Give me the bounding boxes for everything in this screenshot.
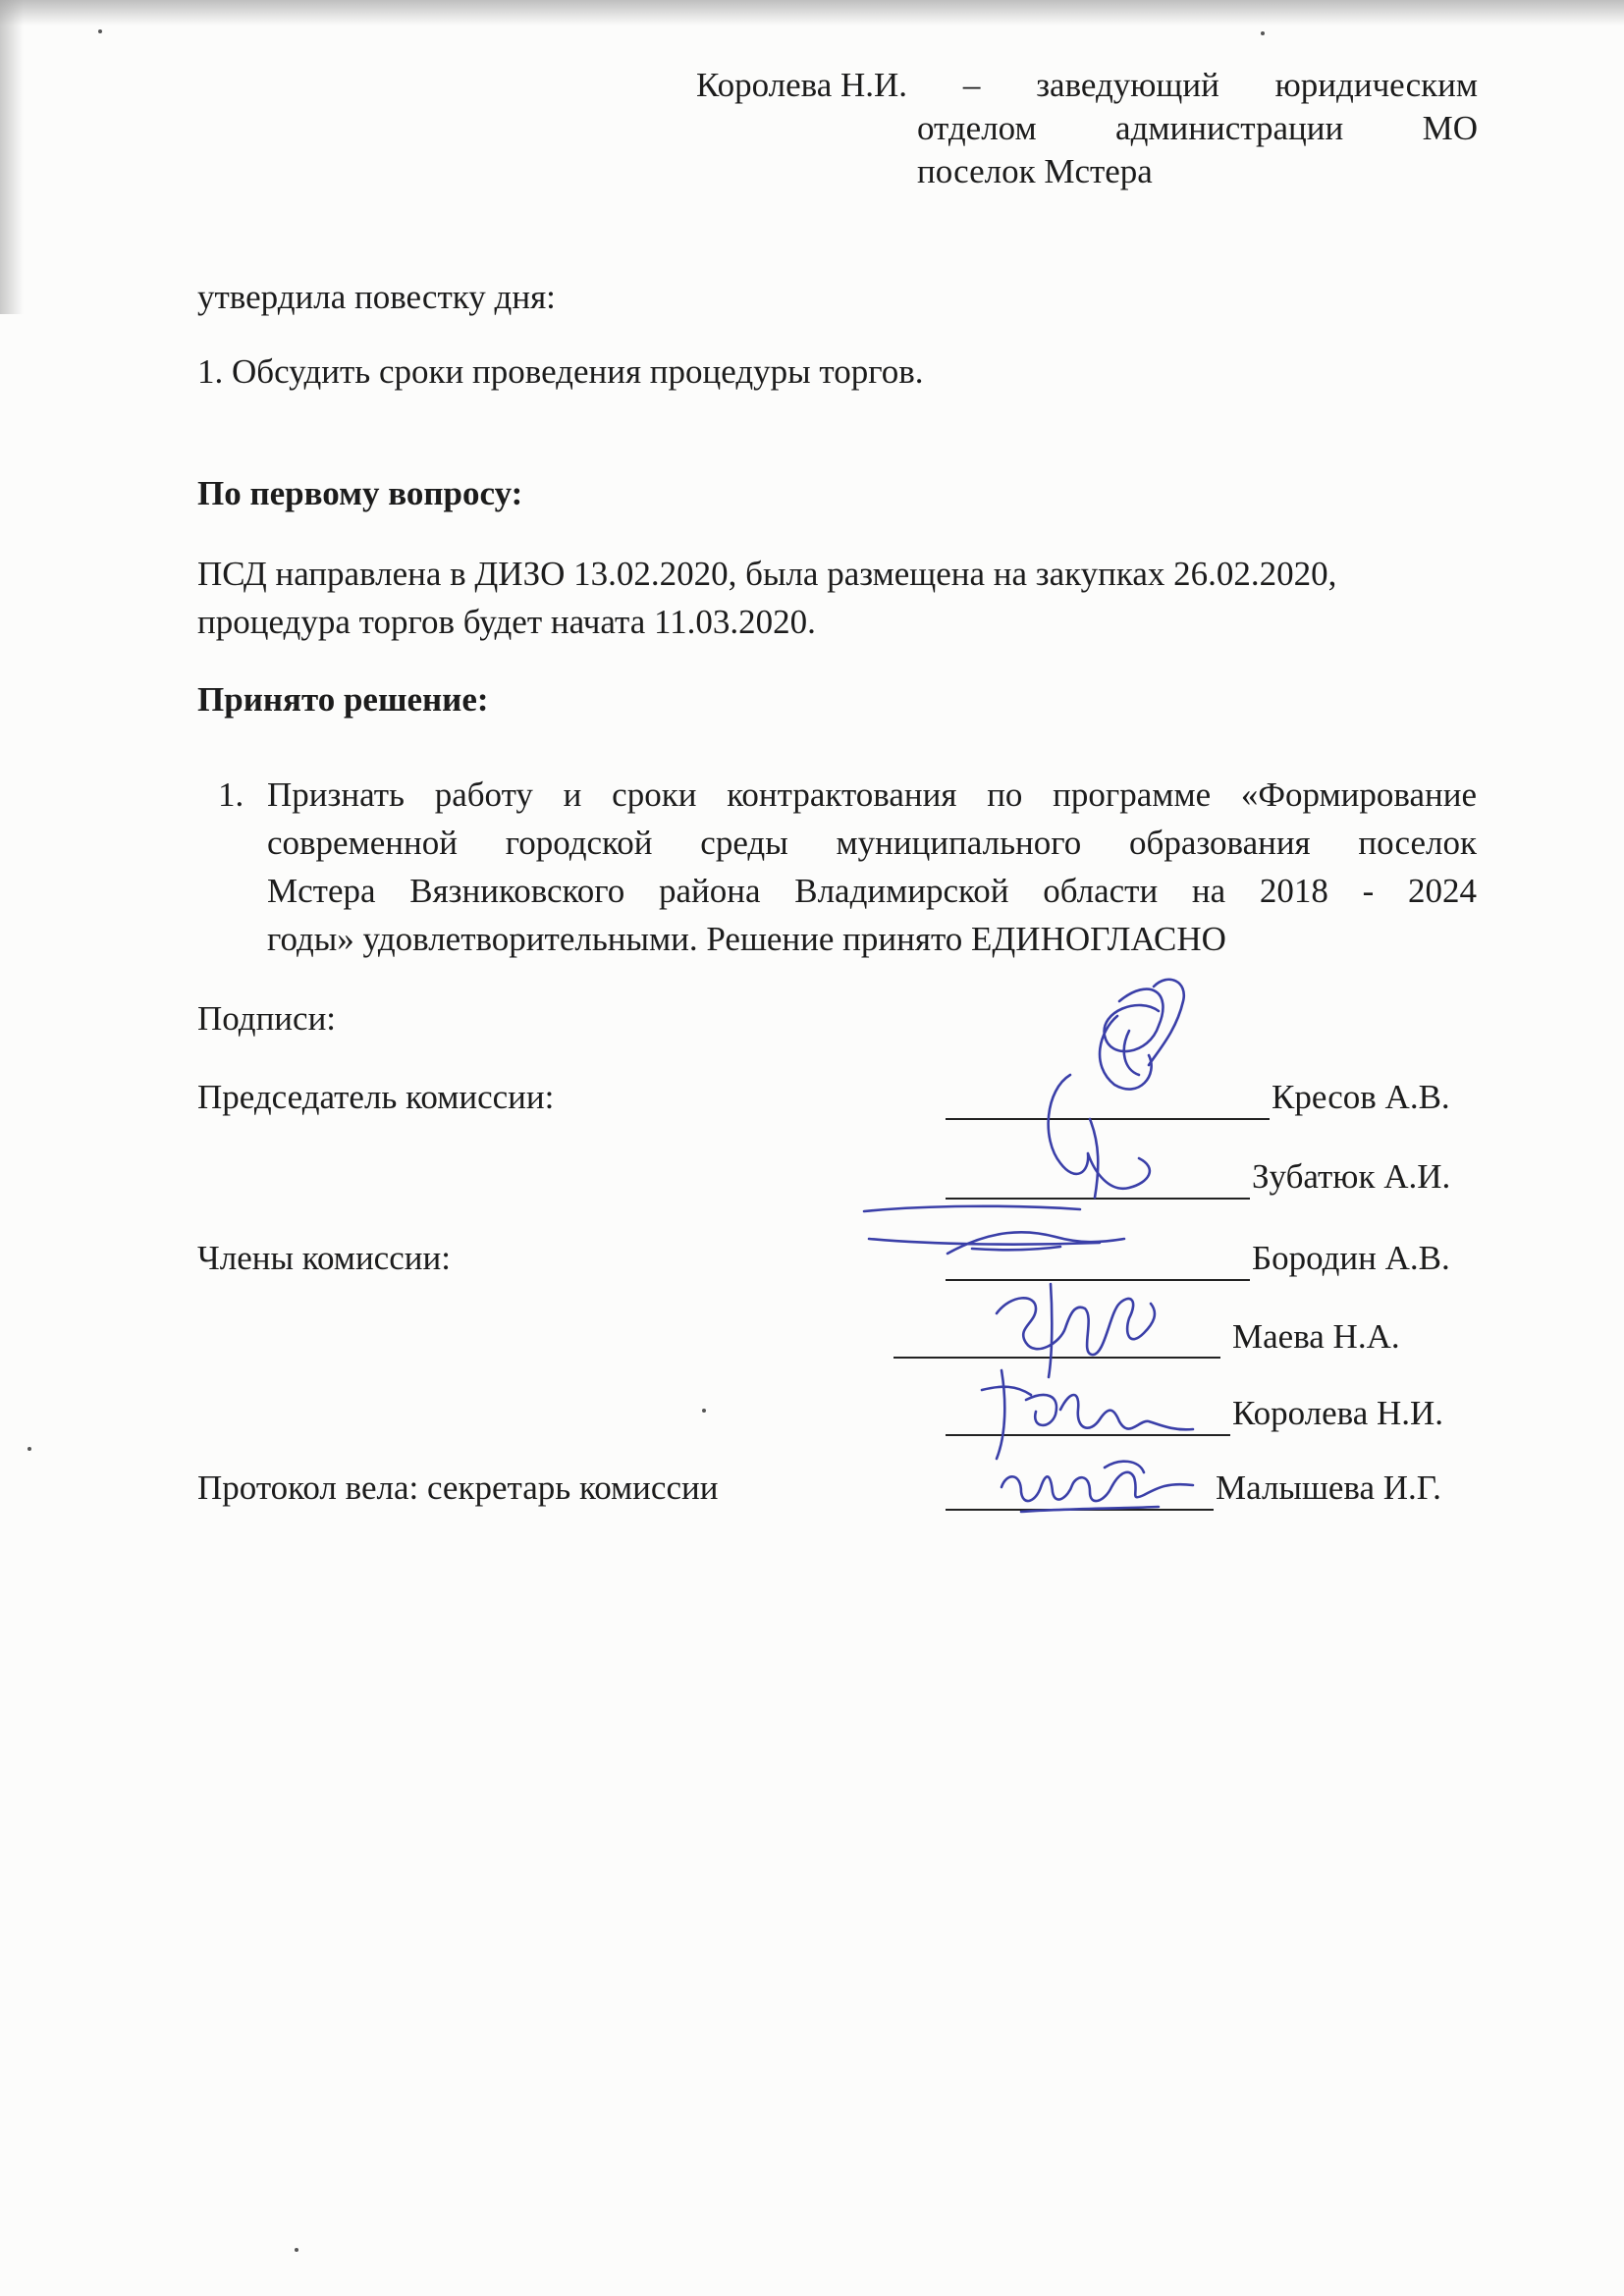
header-word: МО — [1422, 109, 1478, 147]
header-word: отделом — [917, 109, 1037, 147]
signatory-name: Кресов А.В. — [1272, 1078, 1450, 1116]
header-line-1 — [696, 64, 1478, 107]
agenda-intro: утвердила повестку дня: — [197, 278, 556, 316]
first-question-text-2: процедура торгов будет начата 11.03.2020. — [197, 603, 816, 641]
agenda-item: 1. Обсудить сроки проведения процедуры торгов. — [197, 352, 924, 391]
signatory-name: Маева Н.А. — [1232, 1317, 1400, 1356]
header-word: юридическим — [1274, 66, 1478, 104]
scan-speck — [295, 2248, 298, 2252]
scan-shadow — [0, 0, 1624, 26]
decision-line-1: Признать работу и сроки контрактования по программе «Формирование — [267, 775, 1477, 814]
header-word: заведующий — [1036, 66, 1219, 104]
header-line-2 — [917, 107, 1478, 150]
signatory-name: Малышева И.Г. — [1216, 1468, 1441, 1507]
signature-chair — [1001, 972, 1227, 1207]
scan-speck — [27, 1447, 31, 1451]
signature-borodin — [854, 1200, 1149, 1268]
header-block — [696, 64, 1478, 193]
scan-speck — [98, 29, 102, 33]
scan-speck — [1261, 31, 1265, 35]
signatory-name: Бородин А.В. — [1252, 1239, 1450, 1277]
members-label: Члены комиссии: — [197, 1239, 451, 1277]
signature-malysheva — [982, 1438, 1208, 1531]
signatory-name: Королева Н.И. — [1232, 1394, 1444, 1432]
decision-heading: Принято решение: — [197, 680, 489, 719]
header-dash: – — [962, 66, 981, 104]
header-word: администрации — [1115, 109, 1344, 147]
signatures-label: Подписи: — [197, 999, 337, 1038]
first-question-heading: По первому вопросу: — [197, 474, 523, 512]
header-line-3: поселок Мстера — [917, 152, 1153, 190]
decision-line-3: Мстера Вязниковского района Владимирской области на 2018 - 2024 — [267, 872, 1477, 910]
header-name: Королева Н.И. — [696, 66, 908, 104]
scan-edge — [0, 0, 24, 314]
secretary-label: Протокол вела: секретарь комиссии — [197, 1468, 719, 1507]
first-question-text-1: ПСД направлена в ДИЗО 13.02.2020, была размещена на закупках 26.02.2020, — [197, 555, 1337, 593]
scan-speck — [702, 1409, 706, 1413]
decision-line-4: годы» удовлетворительными. Решение принято ЕДИНОГЛАСНО — [267, 920, 1226, 958]
decision-number: 1. — [218, 775, 244, 814]
chair-label: Председатель комиссии: — [197, 1078, 555, 1116]
decision-line-2: современной городской среды муниципального образования поселок — [267, 824, 1477, 862]
signatory-name: Зубатюк А.И. — [1252, 1157, 1451, 1196]
